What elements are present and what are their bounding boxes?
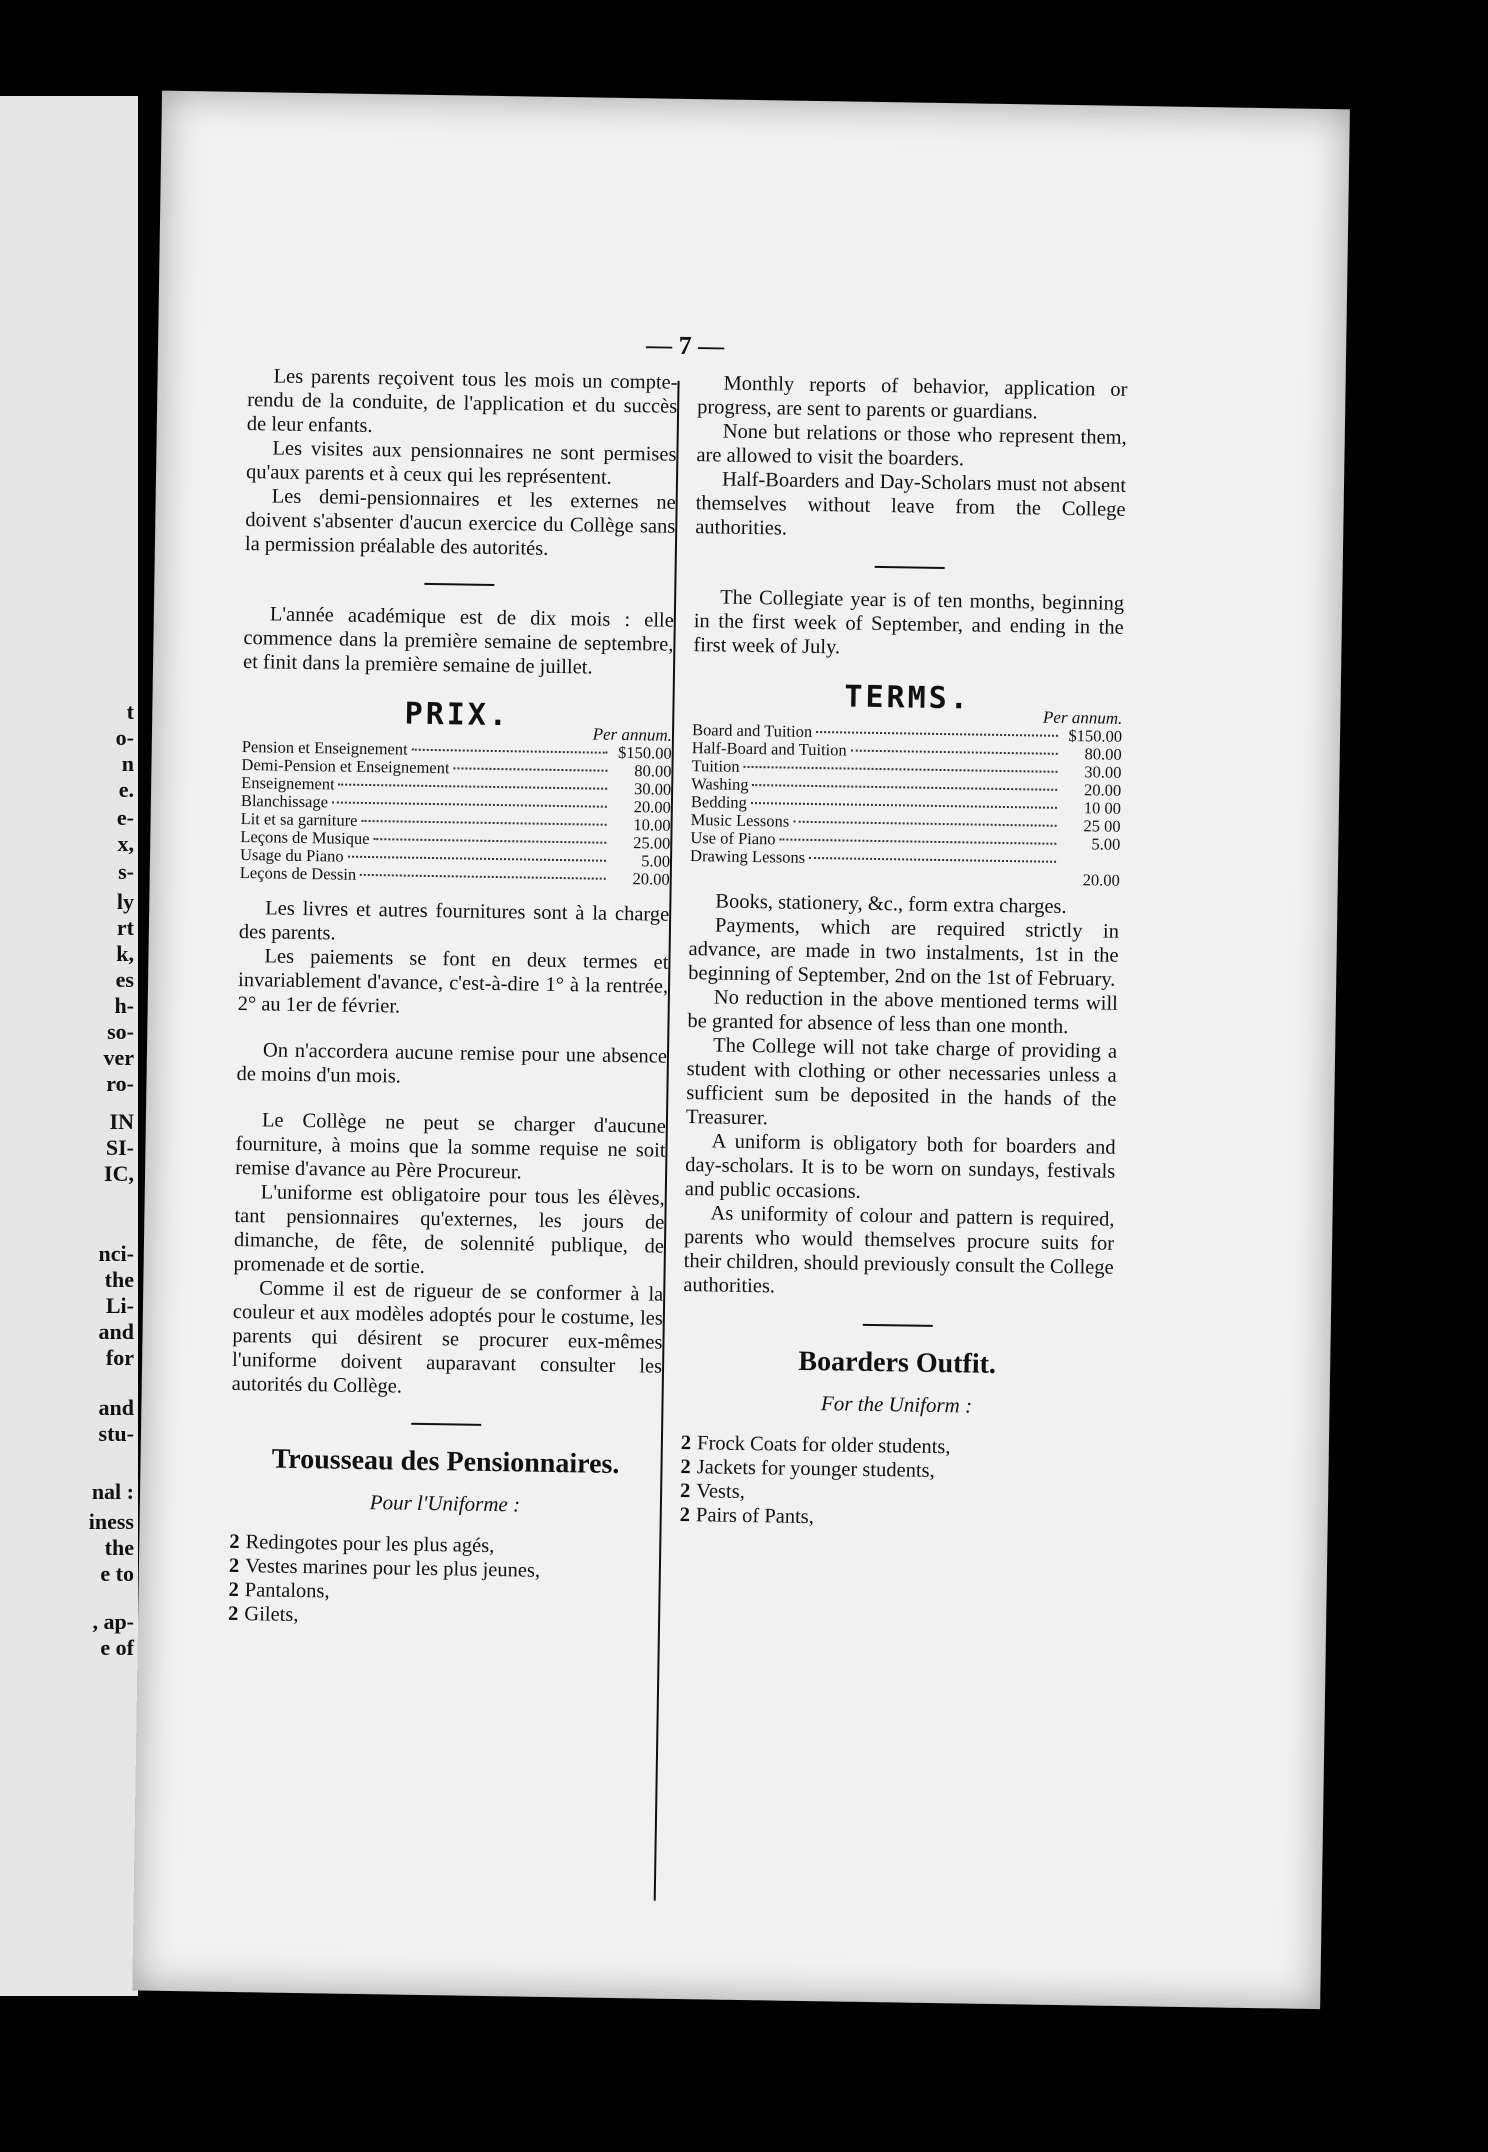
en-paragraph: Books, stationery, &c., form extra charges.: [715, 890, 1067, 918]
fr-price-amount: 25.00: [633, 833, 671, 853]
leader-dots: [360, 874, 606, 880]
leader-dots: [851, 750, 1058, 755]
leader-dots: [453, 767, 607, 771]
leader-dots: [348, 856, 606, 862]
section-divider: [875, 566, 945, 569]
facing-page-text: es: [115, 967, 134, 992]
item-quantity: 2: [229, 1530, 240, 1554]
leader-dots: [412, 749, 608, 754]
leader-dots: [809, 857, 1056, 863]
section-divider: [411, 1423, 481, 1426]
fr-price-label: Blanchissage: [240, 790, 329, 812]
en-price-amount: $150.00: [1068, 725, 1123, 746]
fr-price-amount: 5.00: [641, 851, 671, 871]
en-paragraph: A uniform is obligatory both for boarders and day-scholars. It is to be worn on sundays, festivals and public occasions.: [684, 1130, 1116, 1203]
fr-price-label: Leçons de Dessin: [239, 862, 357, 884]
fr-price-label: Leçons de Musique: [240, 826, 370, 849]
facing-page-text: SI-: [105, 1135, 134, 1160]
document-page: [132, 91, 1350, 2009]
facing-page-text: h-: [114, 993, 134, 1018]
facing-page-text: nci-: [98, 1241, 134, 1266]
facing-page-text: e to: [100, 1561, 134, 1586]
facing-page-text: Li-: [105, 1293, 134, 1318]
fr-price-label: Demi-Pension et Enseignement: [241, 755, 450, 778]
en-price-amount: [1060, 867, 1120, 868]
item-text: Vests,: [696, 1480, 745, 1503]
facing-page-text: e of: [100, 1635, 134, 1660]
en-price-amount: 10 00: [1083, 798, 1122, 818]
facing-page-text: for: [105, 1345, 134, 1370]
item-quantity: 2: [227, 1602, 239, 1626]
leader-dots: [793, 821, 1056, 827]
fr-outfit-heading: Trousseau des Pensionnaires.: [271, 1443, 620, 1481]
en-outfit-heading: Boarders Outfit.: [798, 1345, 997, 1380]
facing-page-text: the: [104, 1535, 134, 1560]
en-paragraph: Payments, which are required strictly in advance, are made in two instalments, 1st in the beginning of September, 2nd on the 1st of February.: [688, 914, 1120, 991]
facing-page-text: t: [126, 699, 134, 724]
fr-price-amount: 30.00: [633, 779, 672, 799]
facing-page-text: IC,: [104, 1161, 134, 1186]
en-price-amount: 5.00: [1091, 834, 1121, 854]
fr-price-label: Usage du Piano: [239, 844, 344, 866]
en-price-amount: 20.00: [1083, 780, 1122, 800]
fr-paragraph: Les visites aux pensionnaires ne sont permises qu'aux parents et à ceux qui les représentent.: [245, 437, 677, 489]
leader-dots: [780, 838, 1057, 844]
fr-price-amount: 20.00: [632, 869, 670, 889]
facing-page-fragment: [0, 96, 138, 1996]
facing-page-text: s-: [118, 859, 134, 884]
facing-page-text: o-: [115, 725, 134, 750]
leader-dots: [753, 784, 1058, 791]
en-paragraph: Monthly reports of behavior, application or progress, are sent to parents or guardians.: [696, 372, 1128, 424]
fr-price-amount: 80.00: [634, 761, 672, 781]
en-prices-heading: TERMS.: [844, 679, 972, 717]
facing-page-text: ro-: [106, 1071, 134, 1096]
en-price-table: [690, 721, 1122, 872]
fr-price-label: Enseignement: [241, 772, 335, 794]
en-paragraph: None but relations or those who represent them, are allowed to visit the boarders.: [696, 420, 1127, 471]
item-text: Frock Coats for older students,: [696, 1432, 951, 1459]
fr-paragraph: Comme il est de rigueur de se conformer à la couleur et aux modèles adoptés pour le costume, les parents qui désirent se procurer eux-mêmes l'uniforme doivent auparavant consulter les autorités du Collège.: [231, 1277, 664, 1398]
item-text: Pantalons,: [244, 1579, 330, 1603]
item-quantity: 2: [679, 1503, 691, 1527]
facing-page-text: ly: [116, 889, 134, 914]
fr-paragraph: Les demi-pensionnaires et les externes ne doivent s'absenter d'aucun exercice du Collège sans la permission préalable des autorités.: [244, 485, 676, 560]
fr-price-table: [240, 738, 672, 889]
en-price-amount: 30.00: [1084, 762, 1122, 782]
en-outfit-list: [680, 1431, 1111, 1534]
section-divider: [424, 583, 494, 586]
facing-page-text: and: [98, 1395, 134, 1420]
fr-price-amount: 10.00: [633, 815, 671, 835]
fr-per-annum: Per annum.: [592, 724, 673, 745]
facing-page-text: k,: [116, 941, 134, 966]
facing-page-text: e-: [116, 805, 134, 830]
leader-dots: [361, 820, 606, 826]
fr-outfit-subheading: Pour l'Uniforme :: [369, 1490, 521, 1517]
en-paragraph: As uniformity of colour and pattern is required, parents who would themselves procure suits for their children, should previously consult the College authorities.: [683, 1202, 1115, 1298]
fr-no-reduction: On n'accordera aucune remise pour une absence de moins d'un mois.: [236, 1039, 668, 1088]
leader-dots: [332, 801, 607, 807]
item-quantity: 2: [228, 1578, 239, 1602]
en-price-label: Washing: [691, 774, 749, 794]
facing-page-text: and: [98, 1319, 134, 1344]
leader-dots: [816, 731, 1058, 737]
section-divider: [863, 1324, 933, 1327]
leader-dots: [339, 784, 608, 790]
en-price-label: Drawing Lessons: [689, 846, 806, 867]
page-number: — 7 —: [645, 330, 725, 361]
en-price-label: Use of Piano: [690, 828, 776, 849]
fr-paragraph: Les livres et autres fournitures sont à la charge des parents.: [238, 897, 670, 945]
en-price-label: Tuition: [691, 756, 740, 776]
facing-page-text: so-: [107, 1019, 134, 1044]
fr-paragraph: Les parents reçoivent tous les mois un compte-rendu de la conduite, de l'application et du succès de leur enfants.: [246, 365, 678, 438]
fr-price-amount: 20.00: [633, 797, 672, 817]
fr-price-label: Lit et sa garniture: [240, 808, 358, 830]
fr-outfit-list: [228, 1530, 659, 1633]
french-column: [228, 364, 678, 1633]
facing-page-text: iness: [88, 1509, 134, 1534]
en-paragraph: The College will not take charge of providing a student with clothing or other necessaries unless a sufficient sum be deposited in the hands of the Treasurer.: [685, 1034, 1118, 1130]
fr-price-label: Pension et Enseignement: [241, 737, 408, 759]
facing-page-text: the: [104, 1267, 134, 1292]
facing-page-text: e.: [118, 777, 134, 802]
en-per-annum: Per annum.: [1042, 707, 1123, 728]
item-quantity: 2: [679, 1479, 691, 1503]
en-paragraph: Half-Boarders and Day-Scholars must not absent themselves without leave from the College authorities.: [695, 468, 1127, 540]
item-quantity: 2: [228, 1554, 240, 1578]
item-text: Pairs of Pants,: [695, 1504, 815, 1529]
fr-paragraph: Le Collège ne peut se charger d'aucune fourniture, à moins que la somme requise ne soit remise d'avance au Père Procureur.: [234, 1109, 667, 1184]
fr-paragraph: L'uniforme est obligatoire pour tous les élèves, tant pensionnaires qu'externes, les jours de dimanche, de fête, de solennité publique, de promenade et de sortie.: [233, 1181, 665, 1278]
fr-academic-year: L'année académique est de dix mois : elle commence dans la première semaine de septembre, et finit dans la première semaine de juillet.: [242, 603, 674, 679]
item-text: Jackets for younger students,: [696, 1456, 935, 1482]
en-paragraph: No reduction in the above mentioned terms will be granted for absence of less than one month.: [687, 986, 1119, 1039]
en-price-amount: 80.00: [1084, 744, 1122, 764]
facing-page-text: IN: [109, 1109, 134, 1134]
facing-page-text: ver: [103, 1045, 134, 1070]
en-academic-year: The Collegiate year is of ten months, beginning in the first week of September, and ending in the first week of July.: [693, 586, 1125, 659]
en-outfit-subheading: For the Uniform :: [820, 1391, 973, 1418]
facing-page-text: nal :: [91, 1479, 134, 1504]
english-column: [680, 371, 1128, 1534]
leader-dots: [751, 802, 1057, 809]
item-text: Vestes marines pour les plus jeunes,: [244, 1555, 541, 1582]
facing-page-text: , ap-: [92, 1609, 134, 1634]
facing-page-text: rt: [116, 915, 134, 940]
en-price-label: Board and Tuition: [691, 720, 813, 741]
item-quantity: 2: [680, 1455, 691, 1479]
en-price-amount: 25 00: [1083, 816, 1121, 836]
facing-page-text: n: [121, 751, 134, 776]
en-price-extra: 20.00: [1082, 870, 1120, 890]
leader-dots: [374, 838, 607, 844]
fr-price-amount: $150.00: [617, 742, 672, 763]
en-price-label: Half-Board and Tuition: [691, 738, 847, 760]
item-text: Redingotes pour les plus agés,: [245, 1531, 495, 1558]
facing-page-text: x,: [117, 831, 134, 856]
fr-prices-heading: PRIX.: [404, 696, 511, 734]
item-quantity: 2: [680, 1431, 692, 1455]
item-text: Gilets,: [244, 1603, 299, 1626]
facing-page-text: stu-: [98, 1421, 134, 1446]
fr-paragraph: Les paiements se font en deux termes et invariablement d'avance, c'est-à-dire 1° à la rentrée, 2° au 1er de février.: [237, 945, 669, 1018]
leader-dots: [744, 766, 1058, 773]
en-price-label: Music Lessons: [690, 810, 790, 831]
en-price-label: Bedding: [690, 792, 748, 812]
